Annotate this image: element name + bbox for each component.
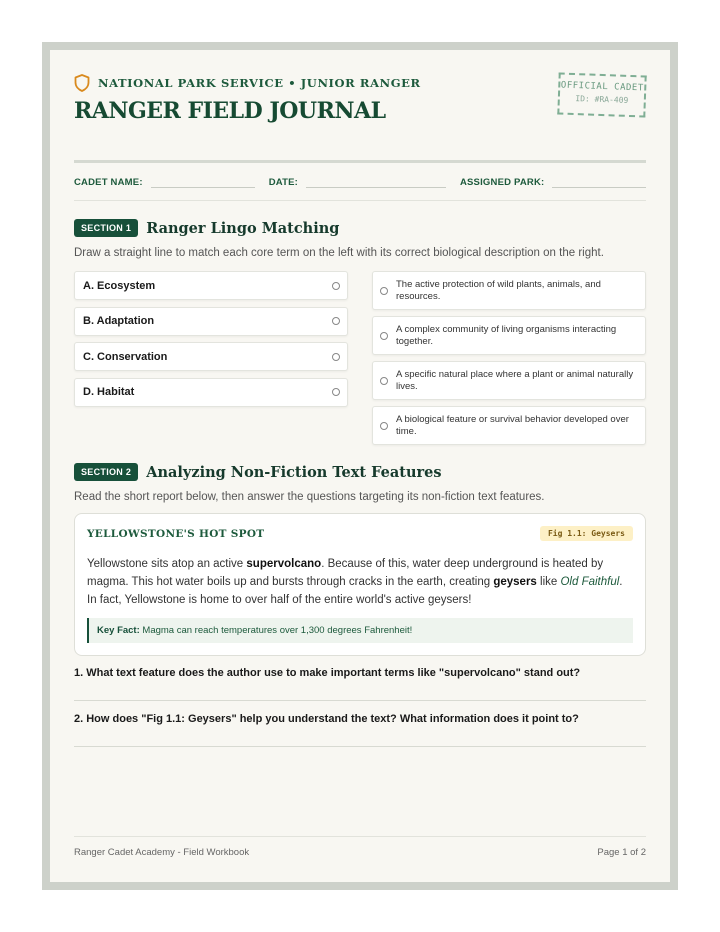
report-card [74, 513, 646, 656]
match-dot-icon[interactable] [380, 422, 388, 430]
definitions-column [372, 271, 646, 451]
page-title: RANGER FIELD JOURNAL [74, 98, 386, 124]
shield-icon [74, 74, 90, 92]
italic-term-old-faithful: Old Faithful [560, 576, 620, 588]
match-dot-icon[interactable] [380, 377, 388, 385]
worksheet-header [74, 74, 646, 160]
official-cadet-stamp [557, 72, 646, 117]
section-2-title: Analyzing Non-Fiction Text Features [146, 463, 442, 481]
section-1-instructions: Draw a straight line to match each core term on the left with its correct biological description on the right. [74, 247, 604, 259]
answer-line-1[interactable] [74, 679, 646, 701]
term-label: D. Habitat [83, 386, 135, 398]
match-dot-icon[interactable] [332, 317, 340, 325]
section-1-title: Ranger Lingo Matching [146, 219, 340, 237]
stamp-line-2: ID: #RA-409 [575, 94, 629, 105]
figure-tag: Fig 1.1: Geysers [540, 526, 633, 541]
term-label: B. Adaptation [83, 315, 155, 327]
terms-column [74, 271, 348, 451]
kicker-text: NATIONAL PARK SERVICE • JUNIOR RANGER [98, 76, 421, 90]
report-text: . In fact, Yellowstone is home to over half of the entire world's active geysers! [87, 576, 623, 606]
definition-card[interactable] [372, 271, 646, 310]
cadet-name-field[interactable] [151, 178, 255, 188]
date-field[interactable] [306, 178, 446, 188]
key-fact-text: Magma can reach temperatures over 1,300 degrees Fahrenheit! [139, 625, 413, 636]
match-dot-icon[interactable] [380, 332, 388, 340]
section-2-header [74, 463, 646, 481]
report-text: like [536, 576, 561, 588]
report-text: . Because of this, water deep underground is heated by magma. This hot water boils up and bursts through cracks in the earth, creating [87, 558, 604, 588]
definition-text: A specific natural place where a plant or animal naturally lives. [396, 368, 634, 392]
answer-line-2[interactable] [74, 725, 646, 747]
match-dot-icon[interactable] [380, 287, 388, 295]
term-card[interactable] [74, 378, 348, 407]
page-footer [74, 836, 646, 858]
match-dot-icon[interactable] [332, 388, 340, 396]
assigned-park-field[interactable] [552, 178, 646, 188]
term-label: A. Ecosystem [83, 279, 156, 292]
definition-card[interactable] [372, 316, 646, 355]
footer-left-text: Ranger Cadet Academy - Field Workbook [74, 847, 250, 858]
page-number: Page 1 of 2 [597, 847, 646, 858]
bold-term-supervolcano: supervolcano [246, 558, 322, 570]
term-label: C. Conservation [83, 350, 168, 363]
definition-text: A biological feature or survival behavior developed over time. [396, 413, 629, 437]
key-fact-callout [87, 618, 633, 643]
cadet-name-label: CADET NAME: [74, 177, 143, 188]
match-dot-icon[interactable] [332, 353, 340, 361]
worksheet-page [50, 50, 670, 882]
matching-exercise [74, 271, 646, 451]
section-2-badge: SECTION 2 [74, 463, 138, 481]
term-card[interactable] [74, 342, 348, 371]
definition-text: A complex community of living organisms interacting together. [396, 323, 617, 347]
report-paragraph [87, 555, 633, 609]
assigned-park-label: ASSIGNED PARK: [459, 177, 545, 188]
definition-card[interactable] [372, 406, 646, 445]
bold-term-geysers: geysers [493, 576, 537, 588]
definition-card[interactable] [372, 361, 646, 400]
report-text: Yellowstone sits atop an active [87, 558, 247, 570]
date-label: DATE: [268, 177, 299, 188]
term-card[interactable] [74, 271, 348, 300]
cadet-info-row [74, 163, 646, 201]
term-card[interactable] [74, 307, 348, 336]
section-2-instructions: Read the short report below, then answer the questions targeting its non-fiction text features. [74, 491, 545, 503]
section-1-badge: SECTION 1 [74, 219, 138, 237]
report-card-header [87, 526, 633, 541]
definition-text: The active protection of wild plants, animals, and resources. [396, 278, 601, 302]
question-1: 1. What text feature does the author use to make important terms like "supervolcano" stand out? [74, 667, 581, 679]
match-dot-icon[interactable] [332, 282, 340, 290]
key-fact-label: Key Fact: [97, 625, 140, 636]
report-title: YELLOWSTONE'S HOT SPOT [87, 527, 265, 540]
stamp-line-1: OFFICIAL CADET [560, 80, 644, 94]
section-1-header [74, 219, 646, 237]
question-2: 2. How does "Fig 1.1: Geysers" help you understand the text? What information does it point to? [74, 713, 579, 725]
